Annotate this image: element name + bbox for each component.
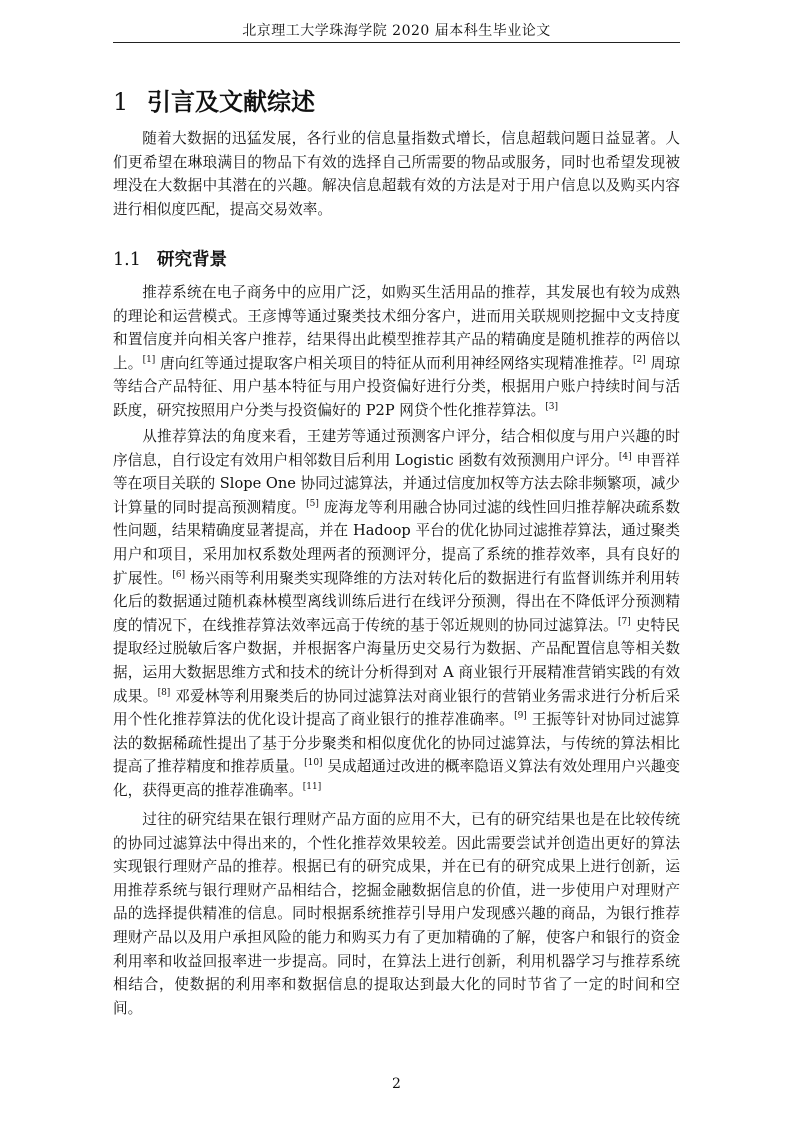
text-span: 吴成超通过改进的概率隐语义算法有效处理用户兴趣变化，获得更高的推荐准确率。: [113, 758, 680, 799]
section-heading: [113, 246, 227, 271]
section-title: 研究背景: [157, 250, 227, 270]
chapter-number: 1: [113, 88, 129, 116]
text-span: 史特民提取经过脱敏后客户数据，并根据客户海量历史交易行为数据、产品配置信息等相关数据，运用大数据思维方式和技术的统计分析得到对 A 商业银行开展精准营销实践的有效成果。: [113, 616, 680, 705]
citation-ref: [11]: [302, 782, 322, 793]
header-rule: [113, 42, 680, 43]
text-span: 从推荐算法的角度来看，王建芳等通过预测客户评分，结合相似度与用户兴趣的时序信息，自行设定有效用户相邻数目后利用 Logistic 函数有效预测用户评分。: [113, 428, 680, 469]
text-span: 庞海龙等利用融合协同过滤的线性回归推荐解决疏系数性问题，结果精确度显著提高，并在 Hadoop 平台的优化协同过滤推荐算法，通过聚类用户和项目，采用加权系数处理两者的预测评分，提高了系统的推荐效率，具有良好的扩展性。: [113, 498, 680, 587]
citation-ref: [6]: [172, 569, 186, 580]
paragraph-3: 过往的研究结果在银行理财产品方面的应用不大，已有的研究结果也是在比较传统的协同过滤算法中得出来的，个性化推荐效果较差。因此需要尝试并创造出更好的算法实现银行理财产品的推荐。根据已有的研究成果，并在已有的研究成果上进行创新，运用推荐系统与银行理财产品相结合，挖掘金融数据信息的价值，进一步使用户对理财产品的选择提供精准的信息。同时根据系统推荐引导用户发现感兴趣的商品，为银行推荐理财产品以及用户承担风险的能力和购买力有了更加精确的了解，使客户和银行的资金利用率和收益回报率进一步提高。同时，在算法上进行创新，利用机器学习与推荐系统相结合，使数据的利用率和数据信息的提取达到最大化的同时节省了一定的时间和空间。: [113, 811, 680, 1017]
text-span: 推荐系统在电子商务中的应用广泛，如购买生活用品的推荐，其发展也有较为成熟的理论和运营模式。王彦博等通过聚类技术细分客户，进而用关联规则挖掘中文支持度和置信度并向相关客户推荐，结果得出此模型推荐其产品的精确度是随机推荐的两倍以上。: [113, 284, 680, 372]
text-span: 王振等针对协同过滤算法的数据稀疏性提出了基于分步聚类和相似度优化的协同过滤算法，与传统的算法相比提高了推荐精度和推荐质量。: [113, 711, 680, 776]
text-span: 邓爱林等利用聚类后的协同过滤算法对商业银行的营销业务需求进行分析后采用个性化推荐算法的优化设计提高了商业银行的推荐准确率。: [113, 687, 680, 729]
citation-ref: [2]: [633, 354, 646, 365]
chapter-title: 引言及文献综述: [147, 87, 315, 116]
intro-paragraph: 随着大数据的迅猛发展，各行业的信息量指数式增长，信息超载问题日益显著。人们更希望在琳琅满目的物品下有效的选择自己所需要的物品或服务，同时也希望发现被埋没在大数据中其潜在的兴趣。解决信息超载有效的方法是对于用户信息以及购买内容进行相似度匹配，提高交易效率。: [113, 130, 680, 218]
text-span: 唐向红等通过提取客户相关项目的特征从而利用神经网络实现精准推荐。: [155, 354, 634, 372]
citation-ref: [1]: [142, 354, 156, 365]
citation-ref: [3]: [545, 402, 558, 413]
citation-ref: [7]: [618, 616, 631, 627]
chapter-heading: [113, 82, 315, 117]
citation-ref: [9]: [514, 711, 527, 722]
citation-ref: [5]: [306, 498, 319, 509]
text-span: 杨兴雨等利用聚类实现降维的方法对转化后的数据进行有监督训练并利用转化后的数据通过随机森林模型离线训练后进行在线评分预测，得出在不降低评分预测精度的情况下，在线推荐算法效率远高于传统的基于邻近规则的协同过滤算法。: [113, 569, 680, 634]
citation-ref: [8]: [157, 687, 171, 698]
paragraph-1: [113, 281, 680, 423]
section-number: 1.1: [113, 250, 141, 270]
citation-ref: [10]: [304, 758, 323, 769]
text-span: 申晋祥等在项目关联的 Slope One 协同过滤算法，并通过信度加权等方法去除非频繁项，减少计算量的同时提高预测精度。: [113, 451, 681, 516]
paragraph-2: [113, 425, 680, 803]
citation-ref: [4]: [618, 451, 632, 462]
page-number: 2: [392, 1076, 401, 1092]
text-span: 周琼等结合产品特征、用户基本特征与用户投资偏好进行分类，根据用户账户持续时间与活跃度，研究按照用户分类与投资偏好的 P2P 网贷个性化推荐算法。: [113, 354, 680, 419]
running-header: 北京理工大学珠海学院 2020 届本科生毕业论文: [242, 23, 551, 39]
